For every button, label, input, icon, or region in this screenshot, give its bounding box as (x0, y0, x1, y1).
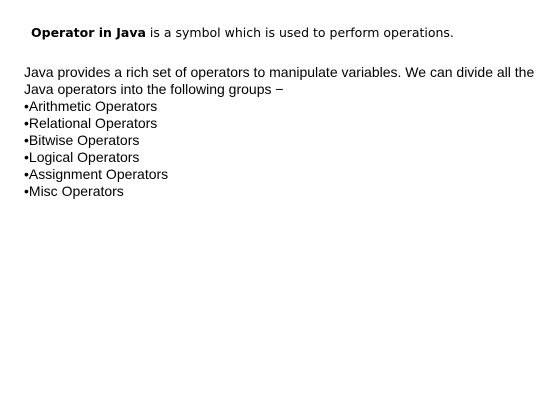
body-paragraph: Java provides a rich set of operators to manipulate variables. We can divide all the Java operators into the following groups − (24, 64, 535, 97)
intro-bold-term: Operator in Java (31, 25, 146, 40)
list-item-misc: •Misc Operators (24, 183, 124, 199)
operator-groups-list (24, 98, 536, 200)
list-item-assignment: •Assignment Operators (24, 166, 169, 182)
list-item-arithmetic: •Arithmetic Operators (24, 98, 158, 114)
list-item-logical: •Logical Operators (24, 149, 140, 165)
body-text (24, 64, 536, 200)
list-item-bitwise: •Bitwise Operators (24, 132, 140, 148)
intro-line (31, 24, 531, 42)
intro-definition: is a symbol which is used to perform operations. (145, 25, 454, 40)
list-item-relational: •Relational Operators (24, 115, 158, 131)
